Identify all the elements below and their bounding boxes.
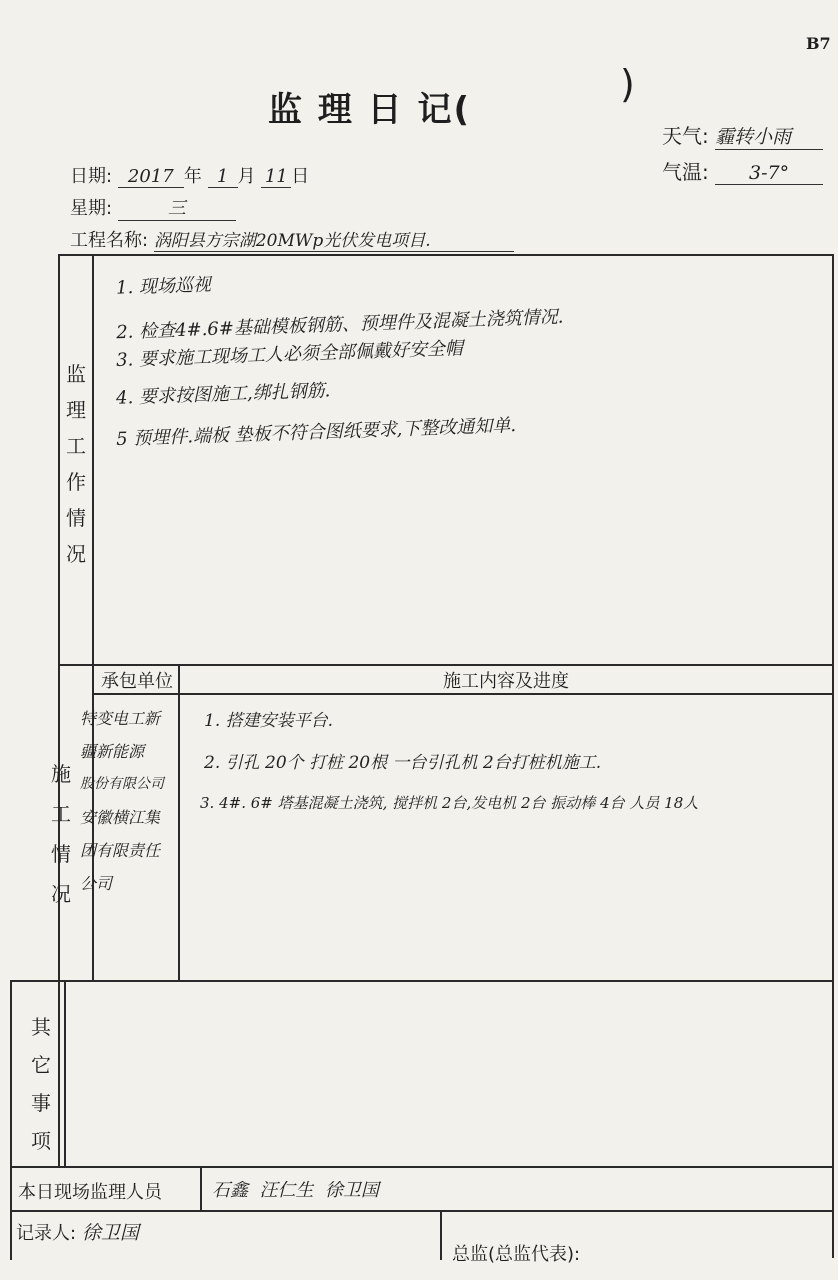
- weather-label: 天气:: [662, 124, 709, 148]
- table-left-border: [58, 254, 60, 1166]
- construction-item: 1. 搭建安装平台.: [204, 711, 334, 731]
- supervision-header-char: 理: [66, 398, 86, 422]
- contractor-line: 安徽横江集: [80, 808, 161, 827]
- weather-row: [662, 120, 823, 150]
- temperature-row: [662, 156, 823, 185]
- construction-header-char: 工: [51, 802, 71, 826]
- temperature-value: 3-7°: [715, 162, 823, 185]
- contractor-column-header: 承包单位: [101, 671, 173, 692]
- construction-header-char: 施: [51, 762, 71, 786]
- supervision-bottom-border: [58, 664, 834, 666]
- page-code: B7: [806, 34, 831, 53]
- recorder-row: [16, 1218, 139, 1245]
- date-day-unit: 日: [291, 166, 310, 187]
- construction-header-char: 况: [51, 882, 71, 906]
- content-column-header: 施工内容及进度: [443, 671, 569, 692]
- supervision-item: 1. 现场巡视: [115, 274, 212, 299]
- construction-subheader-border: [92, 693, 834, 695]
- other-bottom-border: [10, 1166, 834, 1168]
- staff-bottom-border: [10, 1210, 834, 1212]
- weather-value: 霾转小雨: [715, 122, 823, 150]
- date-year: 2017: [118, 166, 184, 188]
- contractor-line: 团有限责任: [80, 841, 161, 860]
- supervision-header-char: 情: [66, 506, 86, 530]
- construction-item: 3. 4#. 6# 塔基混凝土浇筑, 搅拌机 2台,发电机 2台 振动棒 4台 人员 18人: [200, 794, 699, 812]
- supervision-item: 2. 检查4#.6#基础模板钢筋、预埋件及混凝土浇筑情况.: [115, 306, 564, 344]
- date-row: [70, 162, 309, 188]
- supervision-header-char: 工: [66, 434, 86, 458]
- other-header: [27, 1008, 55, 1160]
- table-left-border-lower: [10, 980, 12, 1260]
- supervision-header-char: 况: [66, 542, 86, 566]
- supervision-header: [63, 356, 89, 572]
- date-day: 11: [261, 166, 291, 188]
- date-month-unit: 月: [237, 166, 256, 187]
- staff-names: 石鑫 汪仁生 徐卫国: [212, 1180, 379, 1201]
- table-top-border: [58, 254, 834, 256]
- construction-bottom-border: [10, 980, 834, 982]
- supervision-item: 5 预埋件.端板 垫板不符合图纸要求,下整改通知单.: [115, 415, 517, 450]
- title-text: 监 理 日 记(: [268, 90, 472, 130]
- contractor-line: 股份有限公司: [80, 776, 164, 792]
- construction-header: [47, 754, 75, 914]
- supervision-item: 3. 要求施工现场工人必须全部佩戴好安全帽: [115, 337, 464, 372]
- title-close-paren: ): [620, 62, 635, 106]
- date-year-unit: 年: [183, 166, 202, 187]
- contractor-list: [80, 702, 180, 900]
- project-label: 工程名称:: [70, 230, 149, 251]
- contractor-line: 特变电工新: [80, 709, 161, 728]
- other-header-char: 它: [31, 1053, 51, 1077]
- staff-divider: [200, 1166, 202, 1210]
- contractor-line: 公司: [80, 874, 113, 893]
- construction-item: 2. 引孔 20个 打桩 20根 一台引孔机 2台打桩机施工.: [204, 753, 602, 773]
- supervision-header-char: 监: [66, 362, 86, 386]
- chief-divider: [440, 1210, 442, 1260]
- chief-label: 总监(总监代表):: [452, 1244, 581, 1265]
- table-right-border: [832, 254, 834, 1258]
- weekday-row: [70, 194, 236, 221]
- other-header-char: 事: [31, 1091, 51, 1115]
- weekday-value: 三: [118, 194, 236, 221]
- contractor-line: 疆新能源: [80, 742, 145, 761]
- staff-label: 本日现场监理人员: [18, 1182, 162, 1203]
- project-value: 涡阳县方宗湖20MWp光伏发电项目.: [154, 226, 514, 252]
- temperature-label: 气温:: [662, 160, 709, 184]
- project-row: [70, 226, 514, 252]
- construction-header-char: 情: [51, 842, 71, 866]
- recorder-label: 记录人:: [16, 1223, 77, 1244]
- page-title: [268, 82, 471, 131]
- other-header-char: 项: [31, 1129, 51, 1153]
- recorder-name: 徐卫国: [81, 1222, 139, 1244]
- other-column-divider: [64, 980, 66, 1166]
- weekday-label: 星期:: [70, 198, 113, 219]
- date-label: 日期:: [70, 166, 113, 187]
- other-header-char: 其: [31, 1015, 51, 1039]
- date-month: 1: [208, 166, 238, 188]
- supervision-item: 4. 要求按图施工,绑扎钢筋.: [115, 380, 331, 409]
- supervision-header-char: 作: [66, 470, 86, 494]
